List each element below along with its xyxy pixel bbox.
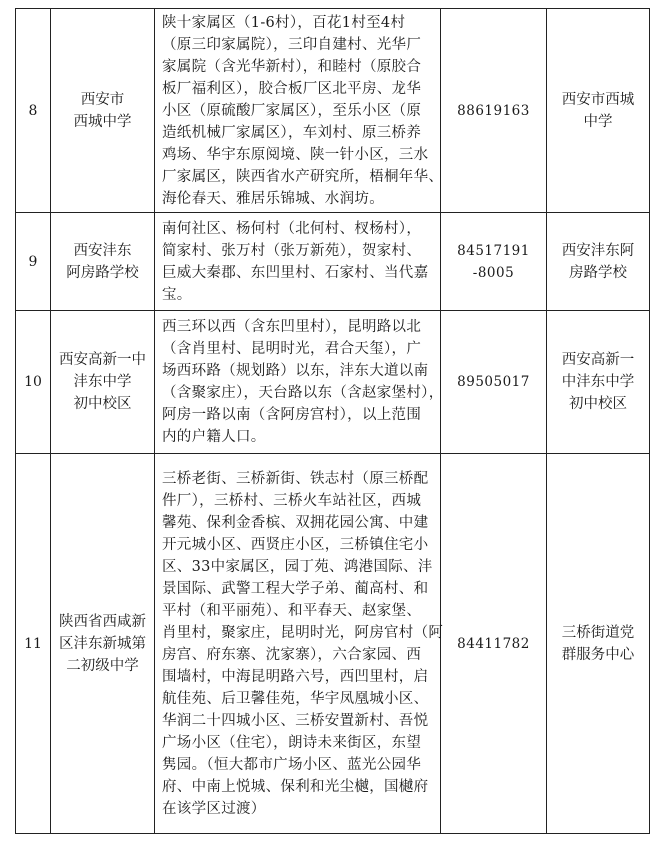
table-row-9 xyxy=(16,213,650,311)
area-line: 海伦春天、雅居乐锦城、水润坊。 xyxy=(162,190,384,207)
district-area xyxy=(155,454,444,834)
phone-number xyxy=(441,9,547,213)
area-line: 板厂福利区），胶合板厂区北平房、龙华 xyxy=(162,80,422,97)
school-name xyxy=(51,213,155,311)
school-name-line: 二初级中学 xyxy=(66,657,139,674)
area-line: 巨威大秦郡、东凹里村、石家村、当代嘉 xyxy=(162,264,429,281)
phone-number xyxy=(441,311,547,454)
area-line: （含肖里村、昆明时光，君合天玺），广 xyxy=(162,341,422,357)
area-line: 厂家属区，陕西省水产研究所，梧桐年华、 xyxy=(162,168,444,185)
school-name-line: 阿房路学校 xyxy=(66,264,139,281)
area-line: 南何社区、杨何村（北何村、杈杨村）， xyxy=(162,220,422,237)
area-line: 内的户籍人口。 xyxy=(162,429,266,445)
table-row-10 xyxy=(16,311,650,454)
area-line: 隽园。（恒大都市广场小区、蓝光公园华 xyxy=(162,756,422,773)
contact-line: 房路学校 xyxy=(569,264,627,281)
phone-number xyxy=(441,454,547,834)
contact-line: 西安高新一 xyxy=(561,352,635,368)
phone-line: -8005 xyxy=(472,264,515,281)
area-line: 小区（原硫酸厂家属区），至乐小区（原 xyxy=(162,102,422,119)
area-line: 在该学区过渡） xyxy=(162,800,266,817)
area-line: （含聚家庄），天台路以东（含赵家堡村）， xyxy=(162,385,444,401)
contact-line: 中学 xyxy=(583,113,613,130)
area-line: 家属院（含光华新村），和睦村（原胶合 xyxy=(162,58,422,75)
school-name xyxy=(51,311,155,454)
row-number: 10 xyxy=(16,311,51,454)
area-line: 肖里村，聚家庄，昆明时光，阿房官村（阿 xyxy=(162,624,444,641)
area-line: 航佳苑、后卫馨佳苑，华宇凤凰城小区、 xyxy=(162,690,429,707)
area-line: 造纸机械厂家属区），车刘村、原三桥养 xyxy=(162,124,422,141)
area-line: 三桥老街、三桥新街、铁志村（原三桥配 xyxy=(162,470,429,487)
contact-unit xyxy=(547,9,650,213)
phone-line: 89505017 xyxy=(457,374,530,390)
area-line: （原三印家属院），三印自建村、光华厂 xyxy=(162,36,422,53)
school-name-line: 西安市 xyxy=(80,91,125,108)
school-name-line: 西安沣东 xyxy=(73,242,132,259)
area-line: 开元城小区、西贤庄小区，三桥镇住宅小 xyxy=(162,536,429,553)
school-name xyxy=(51,454,155,834)
district-area xyxy=(155,213,441,311)
contact-line: 西安沣东阿 xyxy=(561,242,635,259)
area-line: 陕十家属区（1-6村），百花1村至4村 xyxy=(162,14,406,31)
phone-number xyxy=(441,213,547,311)
area-line: 华润二十四城小区、三桥安置新村、吾悦 xyxy=(162,712,429,729)
contact-line: 初中校区 xyxy=(569,396,627,412)
phone-line: 84517191 xyxy=(457,242,530,259)
school-name-line: 陕西省西咸新 xyxy=(59,613,146,630)
area-line: 围墙村，中海昆明路六号，西凹里村，启 xyxy=(162,668,429,685)
contact-line: 群服务中心 xyxy=(561,646,635,663)
area-line: 西三环以西（含东凹里村），昆明路以北 xyxy=(162,319,422,335)
area-line: 阿房一路以南（含阿房宫村），以上范围 xyxy=(162,407,422,423)
row-number: 11 xyxy=(16,454,51,834)
area-line: 鸡场、华宇东原阅境、陕一针小区，三水 xyxy=(162,146,429,163)
area-line: 件厂），三桥村、三桥火车站社区，西城 xyxy=(162,492,422,509)
area-line: 平村（和平丽苑）、和平春天、赵家堡、 xyxy=(162,602,422,619)
school-name-line: 西安高新一中 xyxy=(59,352,146,368)
area-line: 广场小区（住宅），朗诗未来街区，东望 xyxy=(162,734,422,751)
contact-line: 三桥街道党 xyxy=(561,624,635,641)
school-district-table xyxy=(15,8,650,834)
school-name xyxy=(51,9,155,213)
phone-line: 88619163 xyxy=(457,102,530,119)
area-line: 场西环路（规划路）以东，沣东大道以南 xyxy=(162,363,429,379)
table-row-8 xyxy=(16,9,650,213)
area-line: 宝。 xyxy=(162,286,192,303)
area-line: 府、中南上悦城、保利和光尘樾，国樾府 xyxy=(162,778,429,795)
school-name-line: 西城中学 xyxy=(73,113,132,130)
district-area xyxy=(155,9,444,213)
school-name-line: 初中校区 xyxy=(73,396,132,412)
contact-line: 中沣东中学 xyxy=(561,374,635,390)
row-number: 9 xyxy=(16,213,51,311)
area-line: 馨苑、保利金香槟、双拥花园公寓、中建 xyxy=(162,514,429,531)
area-line: 景国际、武警工程大学子弟、蔺高村、和 xyxy=(162,580,429,597)
school-name-line: 区沣东新城第 xyxy=(59,635,146,652)
school-name-line: 沣东中学 xyxy=(73,374,132,390)
area-line: 简家村、张万村（张万新苑），贺家村、 xyxy=(162,242,422,259)
area-line: 区、33中家属区，园丁苑、鸿港国际、沣 xyxy=(162,558,433,575)
contact-unit xyxy=(547,454,650,834)
table-row-11 xyxy=(16,454,650,834)
row-number: 8 xyxy=(16,9,51,213)
contact-unit xyxy=(547,213,650,311)
contact-line: 西安市西城 xyxy=(561,91,635,108)
phone-line: 84411782 xyxy=(457,635,530,652)
contact-unit xyxy=(547,311,650,454)
area-line: 房宫、府东寨、沈家寨），六合家园、西 xyxy=(162,646,422,663)
district-area xyxy=(155,311,444,454)
